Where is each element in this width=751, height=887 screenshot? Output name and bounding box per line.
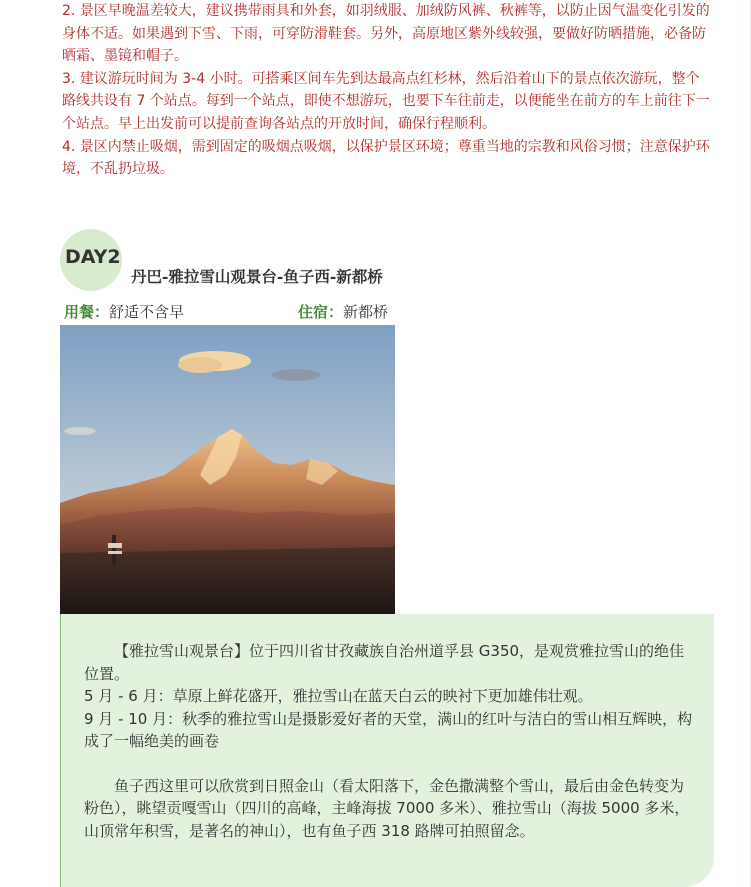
day-label: DAY2 — [65, 246, 121, 268]
stay-value: 新都桥 — [343, 303, 389, 321]
desc-paragraph-yuzixi: 鱼子西这里可以欣赏到日照金山（看太阳落下，金色撒满整个雪山，最后由金色转变为粉色），眺望贡嘎雪山（四川的高峰，主峰海拔 7000 多米）、雅拉雪山（海拔 5000 多米，山顶常年积雪，是著名的神山），也有鱼子西 318 路牌可拍照留念。 — [84, 776, 690, 840]
meal-info — [64, 301, 184, 322]
meal-value: 舒适不含早 — [109, 303, 185, 321]
stay-info — [298, 301, 388, 322]
travel-notes — [62, 0, 712, 181]
stay-label: 住宿： — [298, 303, 344, 321]
day-route-title: 丹巴-雅拉雪山观景台-鱼子西-新都桥 — [131, 267, 383, 286]
description-text — [84, 640, 694, 842]
note-item-4: 4. 景区内禁止吸烟，需到固定的吸烟点吸烟，以保护景区环境；尊重当地的宗教和风俗习惯；注意保护环境，不乱扔垃圾。 — [62, 138, 710, 178]
note-item-2: 2. 景区早晚温差较大，建议携带雨具和外套，如羽绒服、加绒防风裤、秋裤等，以防止因气温变化引发的身体不适。如果遇到下雪、下雨，可穿防滑鞋套。另外，高原地区紫外线较强，要做好防晒措施，必备防晒霜、墨镜和帽子。 — [62, 3, 710, 65]
desc-paragraph-may-june: 5 月 - 6 月：草原上鲜花盛开，雅拉雪山在蓝天白云的映衬下更加雄伟壮观。 — [84, 687, 593, 705]
desc-paragraph-sep-oct: 9 月 - 10 月：秋季的雅拉雪山是摄影爱好者的天堂，满山的红叶与洁白的雪山相互辉映，构成了一幅绝美的画卷 — [84, 709, 693, 750]
meal-label: 用餐： — [64, 303, 110, 321]
note-item-3: 3. 建议游玩时间为 3-4 小时。可搭乘区间车先到达最高点红杉林，然后沿着山下的景点依次游玩，整个路线共设有 7 个站点。每到一个站点，即使不想游玩，也要下车往前走，以便能坐在前方的车上前往下一个站点。早上出发前可以提前查询各站点的开放时间，确保行程顺利。 — [62, 70, 710, 132]
desc-paragraph-yala: 【雅拉雪山观景台】位于四川省甘孜藏族自治州道孚县 G350，是观赏雅拉雪山的绝佳位置。 — [84, 642, 685, 683]
snow-mountain-photo — [60, 325, 395, 614]
paragraph-gap — [84, 753, 694, 775]
